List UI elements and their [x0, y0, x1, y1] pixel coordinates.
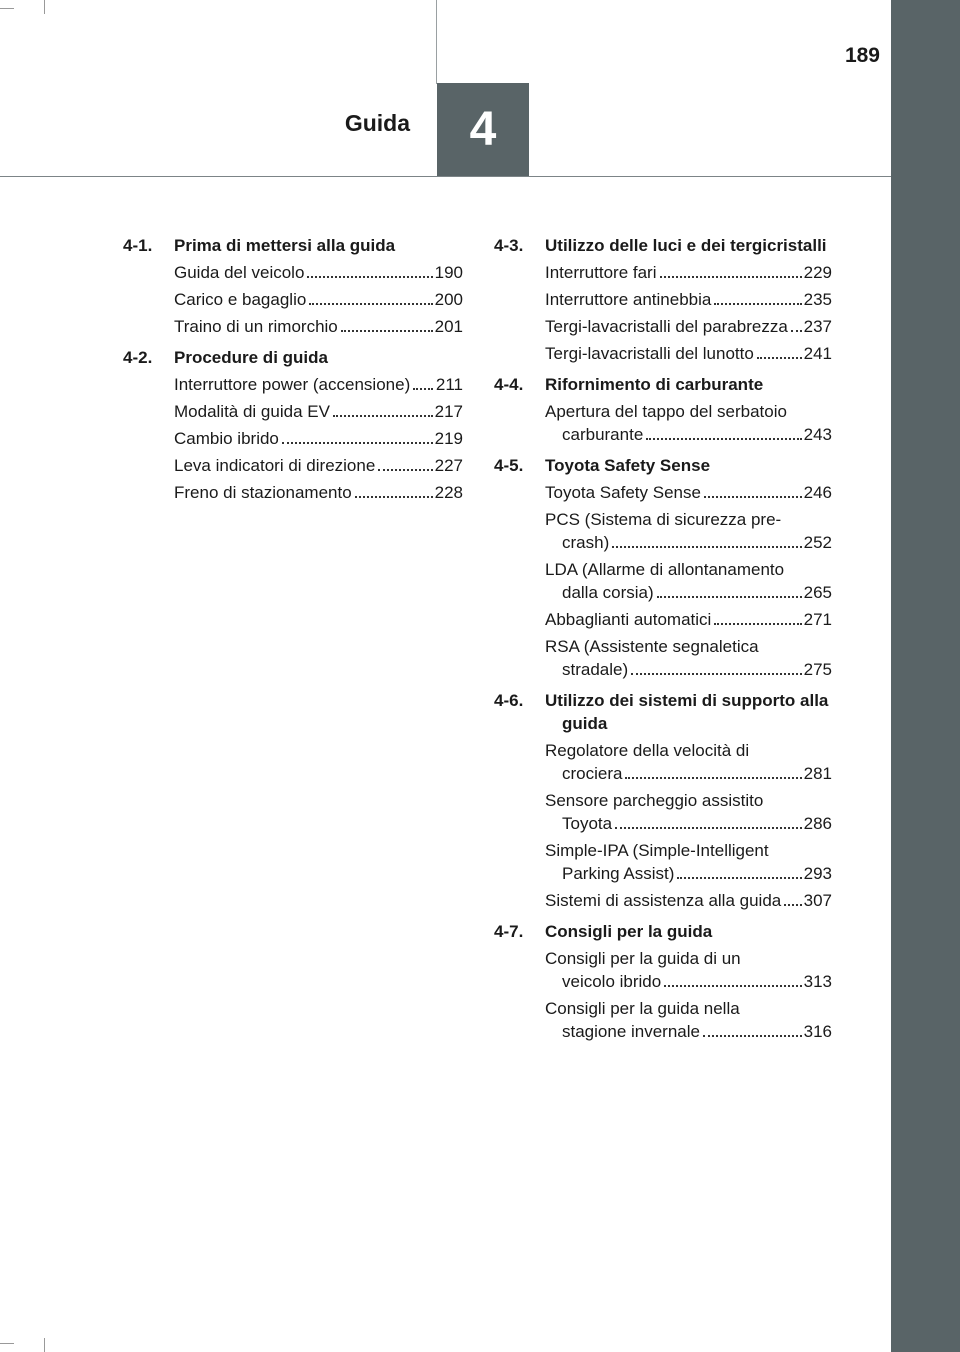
- toc-entry-page: 281: [803, 764, 832, 783]
- toc-section-title: Utilizzo dei sistemi di supporto alla guida: [545, 691, 829, 733]
- toc-section-heading: [123, 234, 463, 257]
- toc-dot-leader: [355, 496, 433, 498]
- page-number: 189: [844, 44, 880, 67]
- toc-section: [123, 234, 463, 338]
- toc-section: [494, 454, 832, 681]
- toc-section-number: 4-6.: [494, 691, 524, 710]
- toc-entry-title: Traino di un rimorchio: [174, 317, 338, 336]
- toc-entry-page: 235: [803, 290, 832, 309]
- toc-section-heading: [494, 234, 832, 257]
- toc-dot-leader: [714, 303, 802, 305]
- crop-mark: [44, 1338, 45, 1352]
- toc-entry[interactable]: [545, 889, 832, 912]
- toc-entry-title: Cambio ibrido: [174, 429, 279, 448]
- toc-entry[interactable]: [545, 261, 832, 284]
- toc-section-heading: [494, 920, 832, 943]
- toc-section-heading: [494, 454, 832, 477]
- toc-dot-leader: [784, 904, 802, 906]
- toc-entry-page: 219: [434, 429, 463, 448]
- toc-dot-leader: [714, 623, 802, 625]
- chapter-title: Guida: [344, 110, 410, 136]
- toc-entry[interactable]: [545, 288, 832, 311]
- toc-dot-leader: [677, 877, 802, 879]
- toc-section: [123, 346, 463, 504]
- toc-entry[interactable]: [545, 481, 832, 504]
- toc-dot-leader: [664, 985, 802, 987]
- toc-section-title: Rifornimento di carburante: [545, 375, 764, 394]
- toc-entry-title: Apertura del tappo del serbatoio carburante: [545, 402, 787, 444]
- toc-entry-page: 229: [803, 263, 832, 282]
- header-divider-vertical: [436, 0, 437, 84]
- toc-section: [494, 689, 832, 912]
- toc-entry-title: Regolatore della velocità di crociera: [545, 741, 750, 783]
- toc-dot-leader: [378, 469, 433, 471]
- chapter-number-tab: 4: [437, 83, 529, 176]
- toc-section-heading: [494, 689, 832, 735]
- toc-entry[interactable]: [545, 739, 832, 785]
- toc-entry[interactable]: [174, 427, 463, 450]
- toc-entry-title: RSA (Assistente segnaletica stradale): [545, 637, 759, 679]
- toc-dot-leader: [307, 276, 433, 278]
- toc-entry-title: Sensore parcheggio assistito Toyota: [545, 791, 764, 833]
- toc-entry-page: 307: [803, 891, 832, 910]
- toc-entry-page: 228: [434, 483, 463, 502]
- toc-entry-page: 265: [803, 583, 832, 602]
- toc-entry[interactable]: [174, 373, 463, 396]
- toc-section-number: 4-3.: [494, 236, 524, 255]
- toc-entry-title: Consigli per la guida di un veicolo ibrido: [545, 949, 741, 991]
- toc-entry-title: Freno di stazionamento: [174, 483, 352, 502]
- toc-section-title: Toyota Safety Sense: [545, 456, 711, 475]
- crop-mark: [0, 1343, 14, 1344]
- toc-dot-leader: [704, 496, 802, 498]
- toc-entry-page: 200: [434, 290, 463, 309]
- toc-entry[interactable]: [545, 400, 832, 446]
- toc-entry[interactable]: [545, 947, 832, 993]
- toc-entry[interactable]: [545, 315, 832, 338]
- toc-dot-leader: [646, 438, 802, 440]
- toc-entry-page: 313: [803, 972, 832, 991]
- toc-dot-leader: [657, 596, 802, 598]
- toc-entry-title: Sistemi di assistenza alla guida: [545, 891, 782, 910]
- toc-dot-leader: [612, 546, 802, 548]
- toc-entry[interactable]: [545, 342, 832, 365]
- toc-dot-leader: [282, 442, 433, 444]
- toc-entry-title: Leva indicatori di direzione: [174, 456, 376, 475]
- toc-entry-page: 217: [434, 402, 463, 421]
- toc-entry-title: Interruttore fari: [545, 263, 657, 282]
- toc-section-number: 4-1.: [123, 236, 153, 255]
- toc-entry-page: 211: [435, 375, 463, 394]
- toc-entry-title: Tergi-lavacristalli del lunotto: [545, 344, 754, 363]
- toc-entry-title: Consigli per la guida nella stagione invernale: [545, 999, 740, 1041]
- toc-entry-page: 243: [803, 425, 832, 444]
- toc-entry[interactable]: [545, 997, 832, 1043]
- toc-section: [494, 373, 832, 446]
- toc-entry-title: Toyota Safety Sense: [545, 483, 701, 502]
- toc-entry[interactable]: [545, 508, 832, 554]
- toc-entry[interactable]: [174, 481, 463, 504]
- toc-entry-title: Tergi-lavacristalli del parabrezza: [545, 317, 788, 336]
- toc-section-number: 4-7.: [494, 922, 524, 941]
- toc-section-heading: [123, 346, 463, 369]
- toc-dot-leader: [631, 673, 802, 675]
- toc-entry[interactable]: [174, 261, 463, 284]
- toc-dot-leader: [703, 1035, 802, 1037]
- toc-dot-leader: [660, 276, 803, 278]
- toc-dot-leader: [757, 357, 802, 359]
- toc-dot-leader: [625, 777, 802, 779]
- toc-entry-page: 286: [803, 814, 832, 833]
- toc-entry[interactable]: [545, 558, 832, 604]
- toc-entry-page: 237: [803, 317, 832, 336]
- toc-section-number: 4-2.: [123, 348, 153, 367]
- toc-entry-title: Interruttore antinebbia: [545, 290, 712, 309]
- toc-entry[interactable]: [174, 315, 463, 338]
- toc-section-title: Utilizzo delle luci e dei tergicristalli: [545, 236, 827, 255]
- toc-entry-page: 252: [803, 533, 832, 552]
- toc-entry[interactable]: [545, 635, 832, 681]
- chapter-sidebar-bar: [891, 0, 960, 1352]
- toc-section-title: Consigli per la guida: [545, 922, 713, 941]
- toc-dot-leader: [413, 388, 433, 390]
- toc-entry-title: Modalità di guida EV: [174, 402, 330, 421]
- toc-entry-page: 241: [803, 344, 832, 363]
- toc-dot-leader: [309, 303, 433, 305]
- toc-section-title: Prima di mettersi alla guida: [174, 236, 396, 255]
- toc-section-heading: [494, 373, 832, 396]
- toc-section-number: 4-5.: [494, 456, 524, 475]
- toc-entry-title: Simple-IPA (Simple-Intelligent Parking Assist): [545, 841, 769, 883]
- toc-entry-page: 271: [803, 610, 832, 629]
- toc-entry[interactable]: [545, 839, 832, 885]
- toc-dot-leader: [341, 330, 433, 332]
- toc-section-number: 4-4.: [494, 375, 524, 394]
- toc-section: [494, 920, 832, 1043]
- toc-entry[interactable]: [174, 454, 463, 477]
- toc-entry-page: 293: [803, 864, 832, 883]
- toc-entry-title: LDA (Allarme di allontanamento dalla corsia): [545, 560, 785, 602]
- toc-entry-page: 246: [803, 483, 832, 502]
- toc-left-column: [123, 234, 463, 512]
- toc-right-column: [494, 234, 832, 1051]
- crop-mark: [44, 0, 45, 14]
- toc-entry[interactable]: [174, 288, 463, 311]
- header-divider-horizontal: [0, 176, 891, 177]
- toc-dot-leader: [615, 827, 802, 829]
- toc-entry[interactable]: [545, 789, 832, 835]
- toc-dot-leader: [791, 330, 802, 332]
- toc-entry-title: Carico e bagaglio: [174, 290, 307, 309]
- toc-entry-title: Abbaglianti automatici: [545, 610, 712, 629]
- toc-section-title: Procedure di guida: [174, 348, 328, 367]
- toc-entry-page: 227: [434, 456, 463, 475]
- toc-entry[interactable]: [174, 400, 463, 423]
- toc-section: [494, 234, 832, 365]
- toc-entry-page: 201: [434, 317, 463, 336]
- toc-entry-page: 316: [803, 1022, 832, 1041]
- crop-mark: [0, 8, 14, 9]
- toc-entry-page: 275: [803, 660, 832, 679]
- toc-entry-title: Interruttore power (accensione): [174, 375, 411, 394]
- toc-entry-title: Guida del veicolo: [174, 263, 305, 282]
- toc-entry-title: PCS (Sistema di sicurezza pre-crash): [545, 510, 782, 552]
- toc-entry[interactable]: [545, 608, 832, 631]
- toc-dot-leader: [333, 415, 433, 417]
- toc-entry-page: 190: [434, 263, 463, 282]
